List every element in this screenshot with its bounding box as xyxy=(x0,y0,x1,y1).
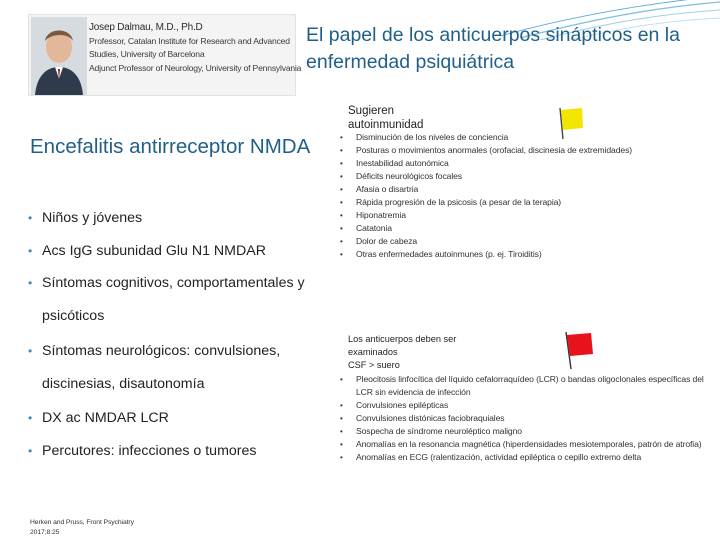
red-flag-icon xyxy=(562,330,596,370)
bullet-icon: • xyxy=(28,411,33,425)
antibodies-item: • Anomalías en la resonancia magnética (hiperdensidades mesiotemporales, patrón de atrofia) xyxy=(340,439,702,449)
bullet-icon: • xyxy=(28,444,33,458)
antibodies-sublabel: CSF > suero xyxy=(348,360,400,370)
bullet-icon: • xyxy=(340,133,343,142)
antibodies-item: • Pleocitosis linfocítica del líquido cefalorraquídeo (LCR) o bandas oligoclonales específicas del LCR sin evidencia de infección xyxy=(340,374,704,397)
bullet-icon: • xyxy=(340,453,343,462)
autoimmunity-item: • Dolor de cabeza xyxy=(340,236,418,246)
bullet-icon: • xyxy=(340,159,343,168)
left-bullet-list xyxy=(26,203,346,466)
speaker-card xyxy=(28,14,302,96)
bullet-icon: • xyxy=(28,244,33,258)
bullet-icon: • xyxy=(28,344,33,358)
autoimmunity-item: • Otras enfermedades autoinmunes (p. ej. Tiroiditis) xyxy=(340,249,542,259)
bullet-icon: • xyxy=(340,185,343,194)
autoimmunity-item: • Afasia o disartria xyxy=(340,184,419,194)
bullet-icon: • xyxy=(340,211,343,220)
left-bullet: • Síntomas cognitivos, comportamentales y psicóticos xyxy=(26,267,346,333)
autoimmunity-item: • Disminución de los niveles de conciencia xyxy=(340,132,509,142)
bullet-icon: • xyxy=(340,198,343,207)
citation-line-2: 2017;8:25 xyxy=(30,529,60,536)
bullet-icon: • xyxy=(340,172,343,181)
autoimmunity-item: • Posturas o movimientos anormales (orofacial, discinesia de extremidades) xyxy=(340,145,633,155)
autoimmunity-item: • Catatonia xyxy=(340,223,392,233)
slide-title: El papel de los anticuerpos sinápticos en la enfermedad psiquiátrica xyxy=(306,24,680,73)
antibodies-item: • Convulsiones distónicas faciobraquiales xyxy=(340,413,505,423)
speaker-info xyxy=(89,21,302,75)
bullet-icon: • xyxy=(340,237,343,246)
citation xyxy=(30,518,134,538)
antibodies-item: • Convulsiones epilépticas xyxy=(340,400,449,410)
left-bullet: • Síntomas neurológicos: convulsiones, discinesias, disautonomía xyxy=(26,335,346,401)
bullet-icon: • xyxy=(340,427,343,436)
left-bullet: • Niños y jóvenes xyxy=(26,203,346,233)
bullet-icon: • xyxy=(28,211,33,225)
speaker-affiliation-3: Adjunct Professor of Neurology, University of Pennsylvania xyxy=(89,62,302,73)
speaker-name: Josep Dalmau, M.D., Ph.D xyxy=(89,22,203,33)
left-heading: Encefalitis antirreceptor NMDA xyxy=(30,135,311,158)
citation-line-1: Herken and Pruss, Front Psychiatry xyxy=(30,519,134,526)
left-bullet: • Percutores: infecciones o tumores xyxy=(26,436,346,466)
autoimmunity-label: Sugieren autoinmunidad xyxy=(348,105,424,131)
antibodies-item: • Anomalías en ECG (ralentización, actividad epiléptica o cepillo extremo delta xyxy=(340,452,642,462)
antibodies-item: • Sospecha de síndrome neuroléptico maligno xyxy=(340,426,522,436)
antibodies-list xyxy=(338,373,714,464)
portrait-image xyxy=(31,17,87,95)
bullet-icon: • xyxy=(340,250,343,259)
bullet-icon: • xyxy=(340,414,343,423)
bullet-icon: • xyxy=(340,224,343,233)
speaker-affiliation-1: Professor, Catalan Institute for Research and Advanced xyxy=(89,35,290,46)
autoimmunity-item: • Déficits neurológicos focales xyxy=(340,171,463,181)
bullet-icon: • xyxy=(340,375,343,384)
left-bullet: • Acs IgG subunidad Glu N1 NMDAR xyxy=(26,236,346,266)
speaker-photo xyxy=(31,17,87,95)
autoimmunity-item: • Rápida progresión de la psicosis (a pesar de la terapia) xyxy=(340,197,562,207)
antibodies-label: Los anticuerpos deben ser examinados xyxy=(348,334,457,357)
bullet-icon: • xyxy=(340,146,343,155)
autoimmunity-list xyxy=(338,131,718,261)
bullet-icon: • xyxy=(340,440,343,449)
autoimmunity-item: • Inestabilidad autonómica xyxy=(340,158,449,168)
speaker-affiliation-2: Studies, University of Barcelona xyxy=(89,49,205,60)
left-bullet: • DX ac NMDAR LCR xyxy=(26,403,346,433)
autoimmunity-item: • Hiponatremia xyxy=(340,210,406,220)
bullet-icon: • xyxy=(28,276,33,290)
bullet-icon: • xyxy=(340,401,343,410)
